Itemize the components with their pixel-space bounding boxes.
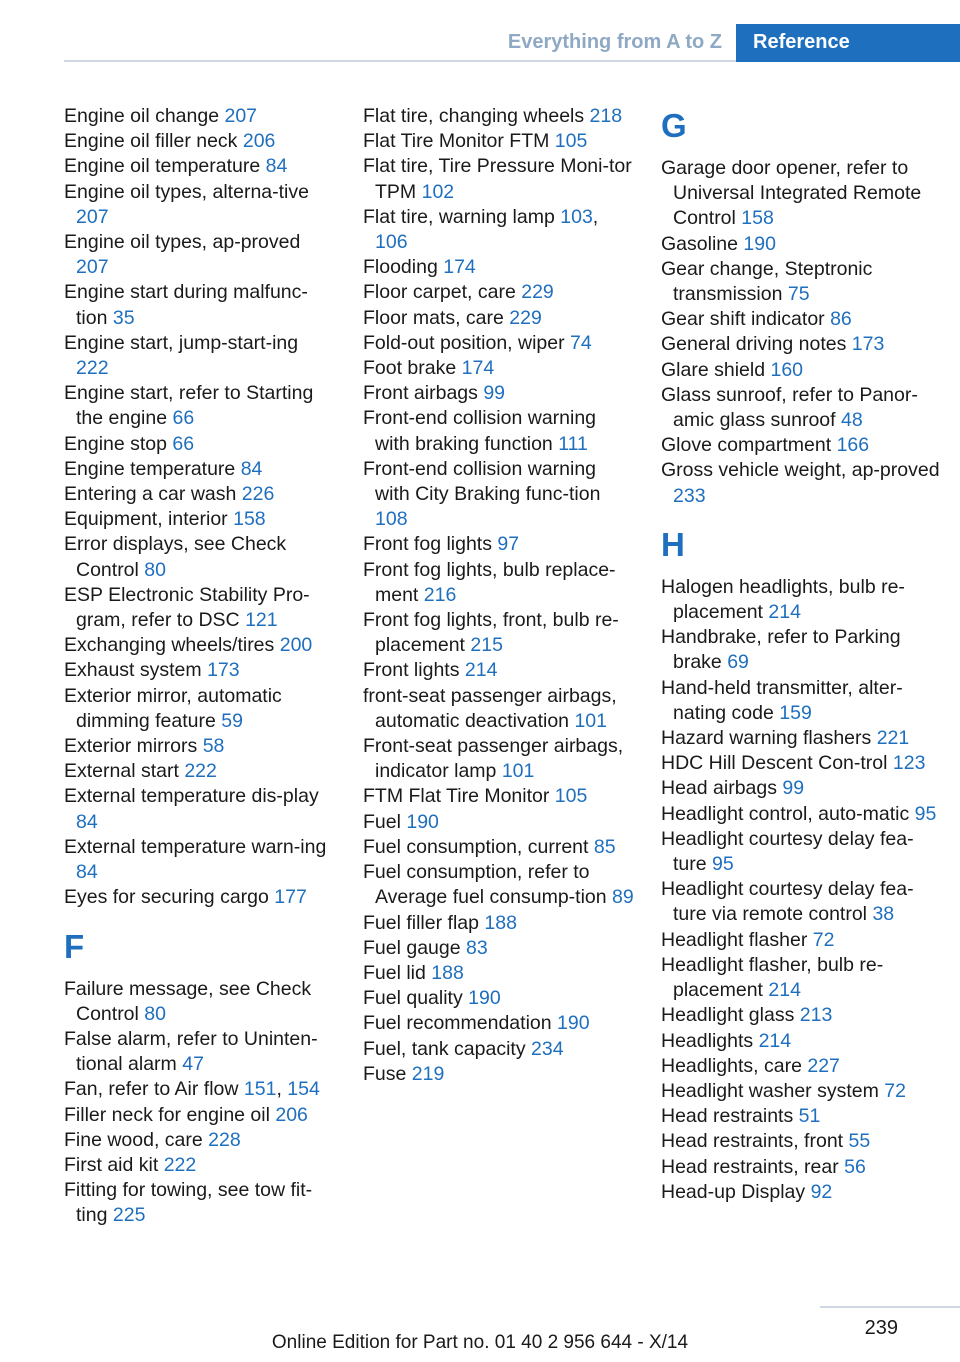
index-page-link[interactable]: 206 (242, 130, 276, 153)
index-entry-text: External temperature warn‐ing (64, 835, 327, 858)
page-number-rule (820, 1306, 960, 1308)
index-entry-text: Fan, refer to Air flow (64, 1078, 239, 1101)
index-entry-text: Headlight courtesy delay fea‐ture (661, 827, 914, 876)
index-entry (363, 381, 635, 406)
index-page-link[interactable]: 160 (770, 358, 804, 381)
index-page-link[interactable]: 106 (375, 231, 408, 254)
index-page-link[interactable]: 74 (570, 331, 592, 354)
header-reference-tab[interactable] (736, 24, 960, 62)
index-entry-text: Engine start, jump-start‐ing (64, 331, 299, 354)
index-entry (661, 1129, 941, 1154)
index-entry-text: Headlight washer system (661, 1079, 879, 1102)
index-entry (64, 154, 336, 179)
index-entry-text: Front airbags (363, 382, 478, 405)
index-page-link[interactable]: 228 (208, 1128, 241, 1151)
index-entry (661, 257, 941, 307)
index-entry-text: Gear shift indicator (661, 308, 825, 331)
index-page-link[interactable]: 234 (531, 1037, 564, 1060)
index-entry-text: Eyes for securing cargo (64, 886, 269, 909)
index-entry-text: Exchanging wheels/tires (64, 634, 275, 657)
index-page-link[interactable]: 214 (758, 1029, 792, 1052)
index-entry-text: Hand-held transmitter, alter‐nating code (661, 676, 903, 724)
index-entry-text: Flat tire, changing wheels (363, 105, 585, 127)
index-page-link[interactable]: 213 (799, 1004, 833, 1027)
index-page-link[interactable]: 158 (233, 508, 266, 531)
index-entry-text: Flat tire, Tire Pressure Moni‐tor TPM (363, 155, 632, 203)
index-entry-text: Filler neck for engine oil (64, 1103, 270, 1126)
index-entry (64, 381, 336, 431)
index-page-link[interactable]: 188 (431, 961, 464, 984)
index-column-1 (64, 104, 336, 1229)
index-entry-text: Engine temperature (64, 457, 236, 480)
index-page-link[interactable]: 38 (872, 903, 895, 926)
index-entry (64, 684, 336, 734)
index-entry (64, 129, 336, 154)
index-entry (363, 356, 635, 381)
index-letter-heading: G (661, 107, 687, 144)
index-page-link[interactable]: 214 (464, 659, 498, 682)
index-entry (363, 1037, 635, 1062)
index-entry (363, 306, 635, 331)
index-entry-text: Floor carpet, care (363, 281, 516, 304)
index-page-link[interactable]: 99 (483, 382, 506, 405)
index-page-link[interactable]: 222 (76, 357, 109, 380)
index-entry (363, 457, 635, 533)
index-page-link[interactable]: 233 (673, 484, 706, 507)
index-page-link[interactable]: 95 (914, 802, 937, 825)
index-entry (64, 1027, 336, 1077)
index-entry (363, 658, 635, 683)
index-entry (661, 307, 941, 332)
index-entry-text: Front-seat passenger airbags, indicator lamp (363, 735, 624, 783)
index-entry-text: Halogen headlights, bulb re‐placement (661, 575, 905, 624)
index-page-link[interactable]: 154 (287, 1078, 320, 1101)
index-page-link[interactable]: 123 (892, 752, 926, 775)
index-entry-text: Engine stop (64, 432, 167, 455)
index-page-link[interactable]: 84 (76, 810, 98, 833)
index-page-link[interactable]: 221 (876, 727, 910, 750)
index-entry (363, 280, 635, 305)
index-entry (64, 583, 336, 633)
index-entry-text: Glass sunroof, refer to Panor‐amic glass sunroof (661, 383, 918, 432)
index-entry (661, 625, 941, 675)
index-entry-text: Fitting for towing, see tow fit‐ting (64, 1179, 313, 1227)
index-entry (363, 255, 635, 280)
index-letter-heading: H (661, 525, 685, 563)
index-entry (64, 331, 336, 381)
index-entry (64, 734, 336, 759)
index-page-link[interactable]: 72 (812, 928, 835, 951)
index-page-link[interactable]: 174 (461, 357, 495, 380)
index-entry-text: Headlight control, auto‐matic (661, 802, 910, 825)
index-entry (64, 230, 336, 280)
index-entry-text: Engine oil temperature (64, 155, 261, 178)
index-page-link[interactable]: 158 (741, 207, 774, 230)
index-entry (661, 953, 941, 1003)
index-entry-text: Gear change, Steptronic transmission (661, 257, 873, 306)
index-page-link[interactable]: 55 (848, 1130, 871, 1153)
index-entry-text: Fuel consumption, current (363, 835, 589, 858)
index-entry-text: External start (64, 760, 179, 783)
index-entry-text: Gross vehicle weight, ap‐proved (661, 459, 940, 482)
index-page-link[interactable]: 214 (768, 601, 801, 624)
index-entry (363, 331, 635, 356)
index-entry (64, 532, 336, 582)
index-entry (661, 232, 941, 257)
index-entry-text: Engine start during malfunc‐tion (64, 281, 308, 329)
index-entry (661, 1079, 941, 1104)
index-page-link[interactable]: 75 (787, 283, 810, 306)
index-entry (661, 156, 941, 232)
index-page-link[interactable]: 83 (466, 936, 488, 959)
index-page-link[interactable]: 215 (470, 634, 503, 657)
index-entry (64, 482, 336, 507)
index-entry (661, 751, 941, 776)
index-page-link[interactable]: 159 (779, 701, 812, 724)
index-entry (64, 633, 336, 658)
index-page-link[interactable]: 85 (593, 835, 616, 858)
index-entry (64, 784, 336, 834)
index-entry (363, 684, 635, 734)
index-page-link[interactable]: 121 (245, 609, 278, 632)
index-entry-text: Headlights, care (661, 1054, 802, 1077)
index-entry (661, 776, 941, 801)
index-page-link[interactable]: 97 (497, 533, 520, 556)
index-entry-text: HDC Hill Descent Con‐trol (661, 752, 888, 775)
index-entry (661, 458, 941, 508)
index-entry-text: Glove compartment (661, 434, 832, 457)
index-column-2 (363, 104, 635, 1087)
index-page-link[interactable]: 222 (163, 1153, 197, 1176)
index-entry (661, 802, 941, 827)
index-entry (363, 104, 635, 129)
index-entry (363, 154, 635, 204)
index-page-link[interactable]: 105 (554, 130, 588, 153)
index-page-link[interactable]: 216 (423, 583, 457, 606)
index-entry (661, 1029, 941, 1054)
index-page-link[interactable]: 80 (144, 1002, 166, 1025)
index-entry-text: Exterior mirror, automatic dimming feature (64, 684, 282, 732)
index-entry (363, 558, 635, 608)
index-page-link[interactable]: 35 (112, 306, 135, 329)
index-page-link[interactable]: 190 (468, 987, 501, 1010)
index-entry-text: Front fog lights, bulb replace‐ment (363, 558, 616, 606)
index-page-link[interactable]: 200 (279, 634, 313, 657)
index-page-link[interactable]: 92 (810, 1180, 833, 1203)
index-entry (64, 280, 336, 330)
index-entry (661, 1054, 941, 1079)
index-entry (661, 358, 941, 383)
index-entry-text: Head restraints, front (661, 1130, 844, 1153)
index-entry-text: Handbrake, refer to Parking brake (661, 626, 901, 674)
index-entry-text: Front lights (363, 659, 460, 682)
index-page-link[interactable]: 80 (144, 558, 166, 581)
index-entry (363, 1011, 635, 1036)
index-entry-text: Headlight glass (661, 1004, 795, 1027)
index-page-link[interactable]: 58 (202, 735, 225, 758)
index-entry-text: Error displays, see Check Control (64, 533, 287, 581)
index-entry-text: Headlights (661, 1029, 754, 1052)
index-entry (363, 911, 635, 936)
index-page-link[interactable]: 219 (411, 1062, 445, 1085)
index-page-link[interactable]: 105 (554, 785, 588, 808)
index-entry (64, 104, 336, 129)
index-page-link[interactable]: 103 (560, 205, 593, 228)
index-entry (661, 1180, 941, 1205)
index-page-link[interactable]: 111 (558, 432, 588, 455)
index-page-link[interactable]: 214 (768, 979, 801, 1002)
index-entry (64, 180, 336, 230)
index-page-link[interactable]: 207 (224, 105, 258, 127)
index-page-link[interactable]: 226 (241, 483, 275, 506)
index-entry-text: Entering a car wash (64, 483, 237, 506)
index-entry-text: Fuel recommendation (363, 1012, 552, 1035)
index-column-3 (661, 104, 941, 1205)
index-entry (363, 986, 635, 1011)
index-entry-text: Fuel lid (363, 961, 426, 984)
index-page-link[interactable]: 229 (509, 306, 542, 329)
index-entry (661, 877, 941, 927)
index-entry-text: First aid kit (64, 1153, 159, 1176)
index-entry-text: Fuel quality (363, 987, 463, 1010)
index-page-link[interactable]: 173 (207, 659, 240, 682)
index-page-link[interactable]: 95 (712, 853, 734, 876)
index-entry (661, 1104, 941, 1129)
index-entry-text: Hazard warning flashers (661, 727, 872, 750)
header-tab-label: Reference (753, 31, 850, 53)
index-entry (64, 835, 336, 885)
index-entry-text: Head restraints (661, 1105, 794, 1128)
index-entry (363, 129, 635, 154)
index-page-link[interactable]: 166 (836, 434, 870, 457)
index-entry-text: Fuse (363, 1062, 407, 1085)
index-entry (661, 433, 941, 458)
footer-edition-text: Online Edition for Part no. 01 40 2 956 644 - X/14 (271, 1332, 689, 1353)
index-page-link[interactable]: 225 (112, 1204, 146, 1227)
index-entry-text: front-seat passenger airbags, automatic deactivation (363, 684, 617, 732)
index-entry (64, 759, 336, 784)
index-entry (363, 961, 635, 986)
index-entry-text: Headlight flasher, bulb re‐placement (661, 953, 884, 1002)
index-entry-text: ESP Electronic Stability Pro‐gram, refer to DSC (64, 583, 310, 632)
index-page-link[interactable]: 101 (574, 709, 607, 732)
header-section-title: Everything from A to Z (507, 31, 722, 53)
index-entry (661, 1155, 941, 1180)
index-entry-text: Failure message, see Check Control (64, 977, 312, 1025)
page-number: 239 (864, 1317, 898, 1339)
index-page-link[interactable]: 84 (265, 155, 288, 178)
index-page-link[interactable]: 101 (501, 760, 535, 783)
index-entry (661, 575, 941, 625)
index-entry (64, 457, 336, 482)
index-entry (661, 676, 941, 726)
index-entry (363, 734, 635, 784)
index-entry-text: Fuel gauge (363, 936, 461, 959)
index-entry-text: Glare shield (661, 358, 766, 381)
index-entry-text: False alarm, refer to Uninten‐tional alarm (64, 1027, 318, 1076)
index-entry: Fan, refer to Air flow 151, 154 (64, 1078, 320, 1101)
index-entry (64, 1128, 336, 1153)
index-page-link[interactable]: 188 (484, 911, 517, 934)
index-page-link[interactable]: 227 (807, 1054, 840, 1077)
index-entry-text: Flooding (363, 256, 438, 279)
index-entry-text: Engine oil change (64, 105, 220, 127)
index-letter-heading: F (64, 927, 85, 965)
index-entry-text: Headlight courtesy delay fea‐ture via remote control (661, 878, 914, 926)
index-page-link[interactable]: 48 (841, 409, 863, 432)
index-entry-text: Engine start, refer to Starting the engine (64, 382, 314, 430)
index-entry-text: Front fog lights, front, bulb re‐placement (363, 609, 619, 657)
index-entry (661, 726, 941, 751)
index-page-link[interactable]: 89 (612, 886, 634, 909)
index-entry (64, 432, 336, 457)
index-page-link[interactable]: 59 (221, 709, 243, 732)
index-page-link[interactable]: 51 (798, 1105, 821, 1128)
index-entry-text: Front fog lights (363, 533, 492, 556)
index-page-link[interactable]: 47 (182, 1053, 204, 1076)
index-entry-text: Fuel consumption, refer to Average fuel consump‐tion (363, 861, 607, 909)
index-page-link[interactable]: 173 (851, 333, 885, 356)
index-entry (64, 1153, 336, 1178)
index-entry (661, 928, 941, 953)
index-page-link[interactable]: 190 (557, 1012, 590, 1035)
index-page-link[interactable]: 218 (589, 105, 623, 127)
index-page-link[interactable]: 66 (172, 432, 195, 455)
index-entry-text: Foot brake (363, 357, 457, 380)
index-page-link[interactable]: 190 (406, 810, 439, 833)
index-entry (64, 885, 336, 910)
index-entry (661, 1003, 941, 1028)
index-entry-text: Engine oil types, ap‐proved (64, 231, 301, 254)
index-entry (363, 860, 635, 910)
index-entry-text: Head airbags (661, 777, 777, 800)
index-entry-text: External temperature dis‐play (64, 785, 319, 808)
index-entry (661, 332, 941, 357)
index-entry (363, 936, 635, 961)
index-entry-text: Fuel (363, 810, 401, 833)
index-page-link[interactable]: 99 (782, 777, 805, 800)
index-entry (64, 977, 336, 1027)
index-entry (363, 835, 635, 860)
index-entry-text: FTM Flat Tire Monitor (363, 785, 550, 808)
index-entry-text: General driving notes (661, 333, 847, 356)
index-page-link[interactable]: 84 (240, 457, 263, 480)
index-entry (661, 827, 941, 877)
index-entry-text: Flat Tire Monitor FTM (363, 130, 550, 153)
index-entry-text: Fuel filler flap (363, 911, 479, 934)
index-entry-text: Exhaust system (64, 659, 202, 682)
index-entry-text: Head restraints, rear (661, 1155, 839, 1178)
index-page-link[interactable]: 84 (76, 861, 98, 884)
index-page-link[interactable]: 66 (172, 407, 195, 430)
index-entry (363, 406, 635, 456)
index-entry-text: Headlight flasher (661, 928, 808, 951)
index-entry-text: Engine oil filler neck (64, 130, 238, 153)
index-entry-text: Fine wood, care (64, 1128, 203, 1151)
index-page-link[interactable]: 229 (521, 281, 554, 304)
index-entry (64, 1178, 336, 1228)
index-entry-text: Head-up Display (661, 1180, 806, 1203)
index-entry (363, 810, 635, 835)
index-page-link[interactable]: 206 (275, 1103, 308, 1126)
index-entry (64, 658, 336, 683)
index-page-link[interactable]: 174 (443, 256, 476, 279)
index-entry-text: Fold-out position, wiper (363, 331, 565, 354)
index-entry-text: Front-end collision warning with braking function (363, 407, 597, 455)
index-page-link[interactable]: 190 (743, 232, 776, 255)
index-entry-text: Exterior mirrors (64, 735, 198, 758)
index-entry-text: Front-end collision warning with City Braking func‐tion (363, 457, 601, 506)
index-page-link[interactable]: 86 (830, 308, 852, 331)
index-page-link[interactable]: 222 (184, 760, 217, 783)
index-page-link[interactable]: 177 (274, 886, 307, 909)
index-entry: Flat tire, warning lamp 103, 106 (363, 205, 599, 254)
index-entry-text: Fuel, tank capacity (363, 1037, 526, 1060)
index-entry-text: Garage door opener, refer to Universal Integrated Remote Control (661, 157, 922, 230)
index-page-link[interactable]: 56 (844, 1155, 866, 1178)
index-entry (64, 1103, 336, 1128)
index-page-link[interactable]: 102 (421, 180, 455, 203)
index-entry-text: Floor mats, care (363, 306, 504, 329)
index-page-link[interactable]: 69 (727, 651, 749, 674)
index-entry-text: Flat tire, warning lamp (363, 205, 555, 228)
index-page-link[interactable]: 72 (884, 1079, 906, 1102)
index-entry (363, 784, 635, 809)
index-entry (661, 383, 941, 433)
index-page-link[interactable]: 108 (375, 508, 408, 531)
index-page-link[interactable]: 151 (243, 1078, 277, 1101)
index-entry (64, 507, 336, 532)
index-entry-text: Equipment, interior (64, 508, 228, 531)
index-entry-text: Gasoline (661, 232, 738, 255)
index-entry (363, 608, 635, 658)
index-entry (363, 1062, 635, 1087)
index-entry-text: Engine oil types, alterna‐tive (64, 180, 309, 203)
index-entry (363, 532, 635, 557)
index-page-link[interactable]: 207 (76, 205, 109, 228)
index-page-link[interactable]: 207 (76, 256, 109, 279)
